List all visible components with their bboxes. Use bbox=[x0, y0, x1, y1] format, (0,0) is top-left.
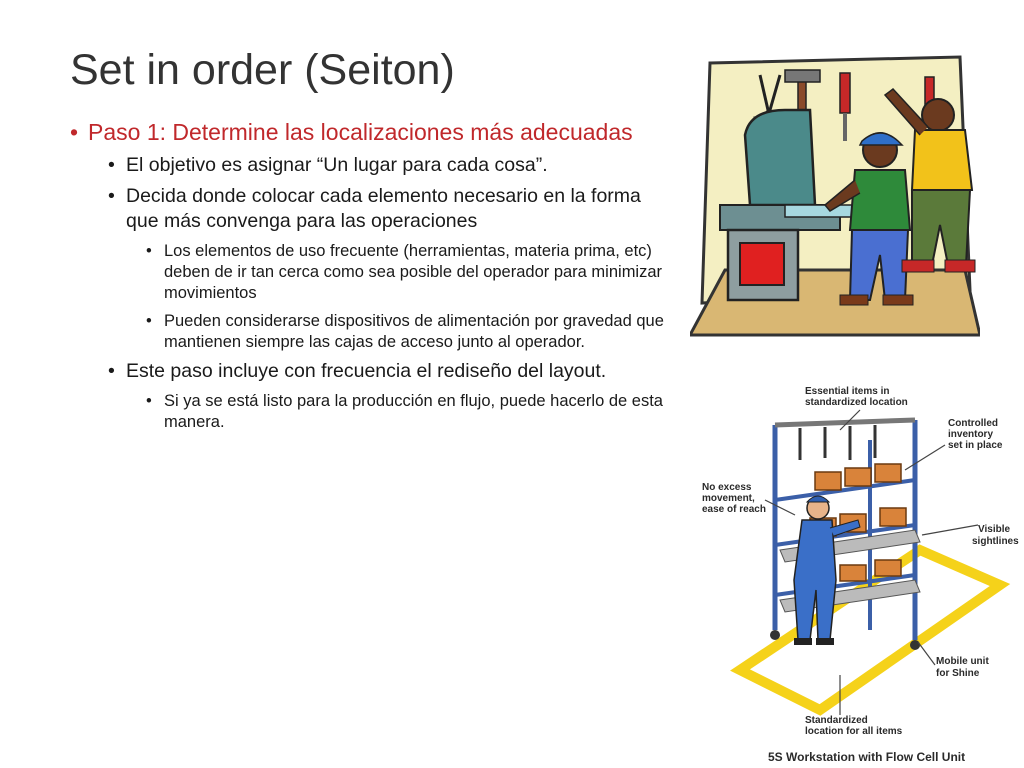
bullet-level3 bbox=[146, 241, 670, 304]
label-standardized: Standardized bbox=[805, 715, 868, 726]
slide-title: Set in order (Seiton) bbox=[70, 46, 455, 94]
label-no-excess-2: movement, bbox=[702, 493, 755, 504]
workers-tool-board-illustration bbox=[690, 55, 980, 340]
bullet-text: Este paso incluye con frecuencia el rediseño del layout. bbox=[126, 360, 607, 382]
workstation-flow-cell-illustration bbox=[690, 380, 1024, 768]
label-no-excess-3: ease of reach bbox=[702, 504, 766, 515]
bullet-text: El objetivo es asignar “Un lugar para cada cosa”. bbox=[126, 154, 548, 176]
bullet-text: Los elementos de uso frecuente (herramientas, materia prima, etc) deben de ir tan cerca como sea posible del operador para minimizar movimientos bbox=[164, 242, 663, 302]
bullet-level3 bbox=[146, 391, 670, 433]
label-standardized-2: location for all items bbox=[805, 726, 903, 737]
bullet-glyph: • bbox=[70, 119, 79, 145]
illustration-caption: 5S Workstation with Flow Cell Unit bbox=[768, 750, 966, 764]
label-essential-items: Essential items in bbox=[805, 386, 890, 397]
bullet-glyph: • bbox=[108, 154, 115, 176]
bullet-glyph: • bbox=[146, 312, 152, 330]
bullet-glyph: • bbox=[146, 392, 152, 410]
flow-rack-icon bbox=[770, 420, 920, 650]
bullet-text: Pueden considerarse dispositivos de alimentación por gravedad que mantienen siempre las cajas de acceso junto al operador. bbox=[164, 312, 664, 351]
bullet-text: Si ya se está listo para la producción en flujo, puede hacerlo de esta manera. bbox=[164, 392, 663, 431]
bullet-glyph: • bbox=[108, 185, 115, 207]
bullet-text: Paso 1: Determine las localizaciones más adecuadas bbox=[88, 119, 633, 145]
label-mobile-unit: Mobile unit bbox=[936, 656, 989, 667]
bullet-glyph: • bbox=[108, 360, 115, 382]
label-no-excess: No excess bbox=[702, 482, 752, 493]
label-controlled-inventory-2: inventory bbox=[948, 429, 994, 440]
slide-body bbox=[70, 118, 670, 433]
bullet-glyph: • bbox=[146, 242, 152, 260]
label-mobile-unit-2: for Shine bbox=[936, 668, 980, 679]
label-controlled-inventory-3: set in place bbox=[948, 440, 1003, 451]
bullet-level2 bbox=[108, 153, 670, 178]
bullet-level2 bbox=[108, 359, 670, 384]
bullet-level1 bbox=[70, 118, 670, 147]
bullet-level2 bbox=[108, 184, 670, 234]
label-visible-sightlines: Visible bbox=[978, 524, 1011, 535]
label-controlled-inventory: Controlled bbox=[948, 418, 998, 429]
label-essential-items-2: standardized location bbox=[805, 397, 908, 408]
bullet-text: Decida donde colocar cada elemento necesario en la forma que más convenga para las operaciones bbox=[126, 185, 641, 232]
label-visible-sightlines-2: sightlines bbox=[972, 536, 1019, 547]
bullet-level3 bbox=[146, 311, 670, 353]
